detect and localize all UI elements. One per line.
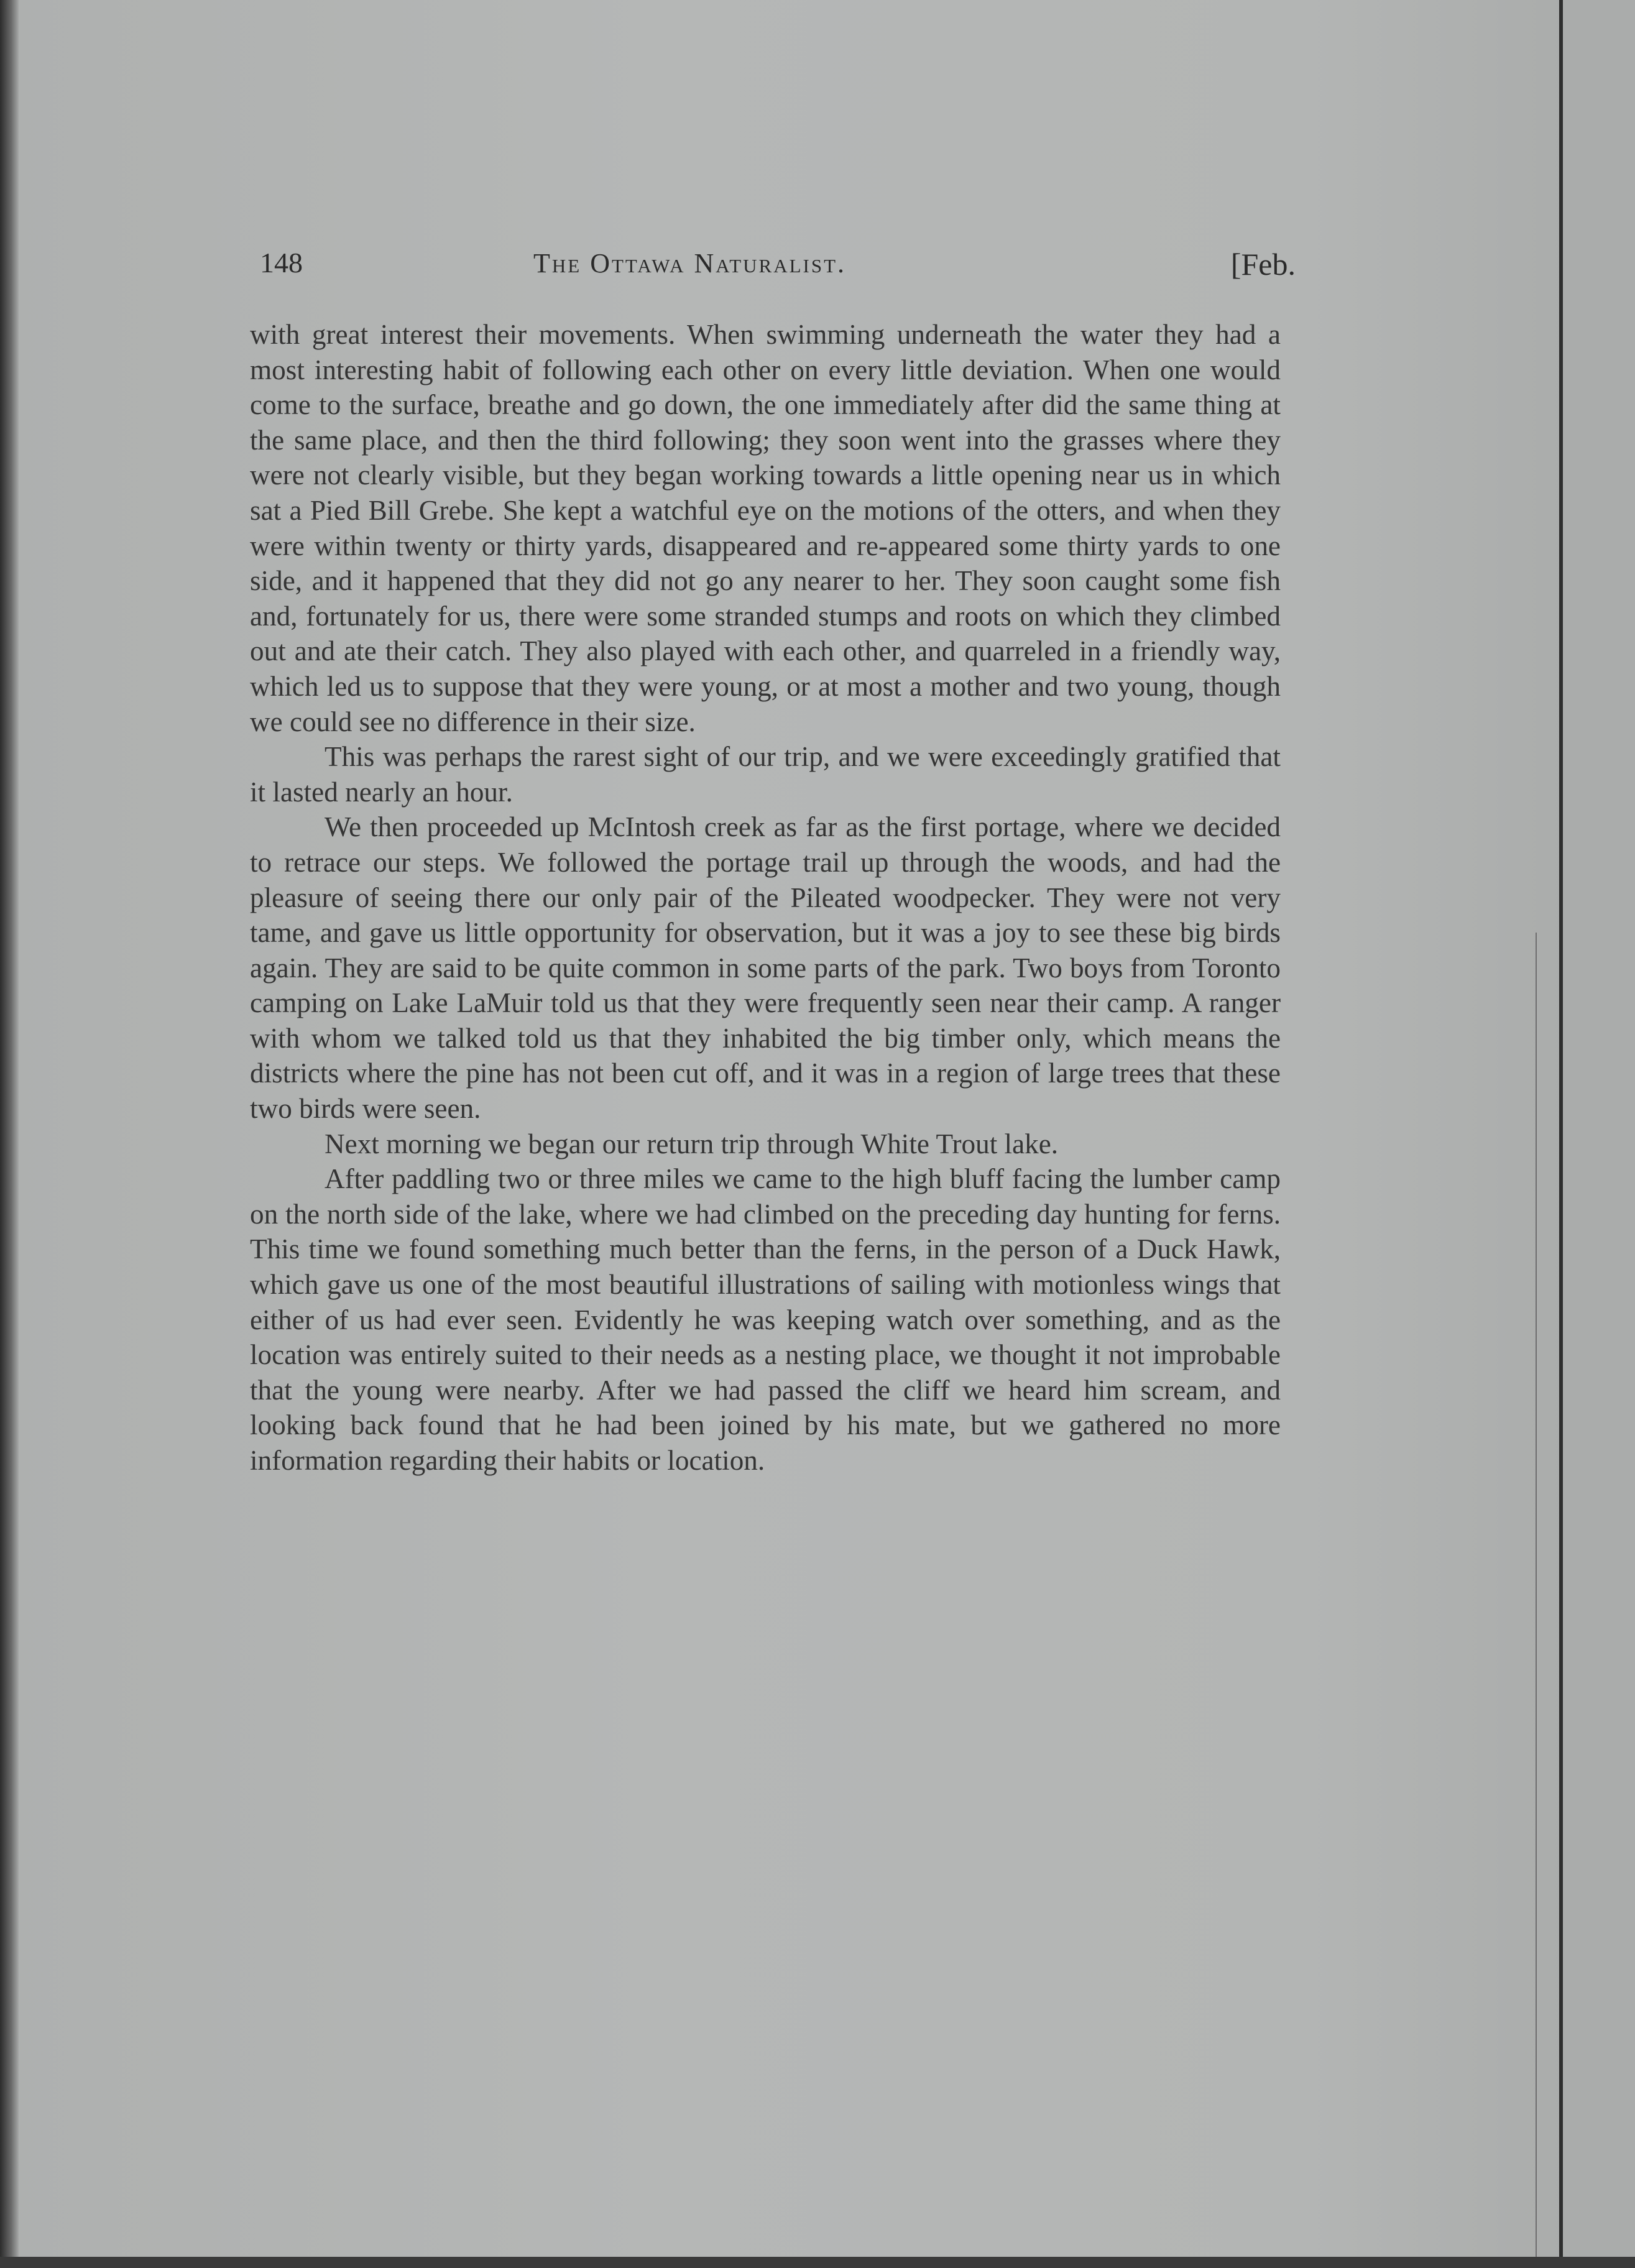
scan-left-edge — [0, 0, 19, 2268]
paragraph: We then proceeded up McIntosh creek as far as the first portage, where we decided to retrace our steps. We followed the portage trail up through the woods, and had the pleasure of seeing there our only pair of the Pileated woodpecker. They were not very tame, and gave us little opportunity for observation, but it was a joy to see these big birds again. They are said to be quite common in some parts of the park. Two boys from Toronto camping on Lake LaMuir told us that they were frequently seen near their camp. A ranger with whom we talked told us that they inhabited the big timber only, which means the districts where the pine has not been cut off, and it was in a region of large trees that these two birds were seen. — [250, 811, 1281, 1125]
running-month: [Feb. — [1230, 247, 1296, 282]
paragraph: with great interest their movements. When swimming underneath the water they had a most interesting habit of following each other on every little deviation. When one would come to the surface, breathe and go down, the one immediately after did the same thing at the same place, and then the third following; they soon went into the grasses where they were not clearly visible, but they began working towards a little opening near us in which sat a Pied Bill Grebe. She kept a watchful eye on the motions of the otters, and when they were within twenty or thirty yards, disappeared and re-appeared some thirty yards to one side, and it happened that they did not go any nearer to her. They soon caught some fish and, fortunately for us, there were some stranded stumps and roots on which they climbed out and ate their catch. They also played with each other, and quarreled in a friendly way, which led us to suppose that they were young, or at most a mother and two young, though we could see no difference in their size. — [250, 319, 1281, 737]
paragraph: Next morning we began our return trip through White Trout lake. — [325, 1128, 1059, 1159]
paragraph: This was perhaps the rarest sight of our trip, and we were exceedingly gratified that it lasted nearly an hour. — [250, 741, 1281, 808]
running-title: The Ottawa Naturalist. — [533, 248, 847, 279]
scan-bottom-edge — [0, 2257, 1635, 2268]
facing-page-edge — [1563, 0, 1635, 2268]
article-body — [250, 317, 1281, 1478]
page-number: 148 — [260, 247, 303, 279]
page-gutter-line — [1559, 0, 1563, 2268]
page-gutter-shadow — [1536, 933, 1537, 2268]
running-header — [260, 241, 1296, 285]
paragraph: After paddling two or three miles we came to the high bluff facing the lumber camp on the north side of the lake, where we had climbed on the preceding day hunting for ferns. This time we found something much better than the ferns, in the person of a Duck Hawk, which gave us one of the most beautiful illustrations of sailing with motionless wings that either of us had ever seen. Evidently he was keeping watch over something, and as the location was entirely suited to their needs as a nesting place, we thought it not improbable that the young were nearby. After we had passed the cliff we heard him scream, and looking back found that he had been joined by his mate, but we gathered no more information regarding their habits or location. — [250, 1163, 1281, 1476]
